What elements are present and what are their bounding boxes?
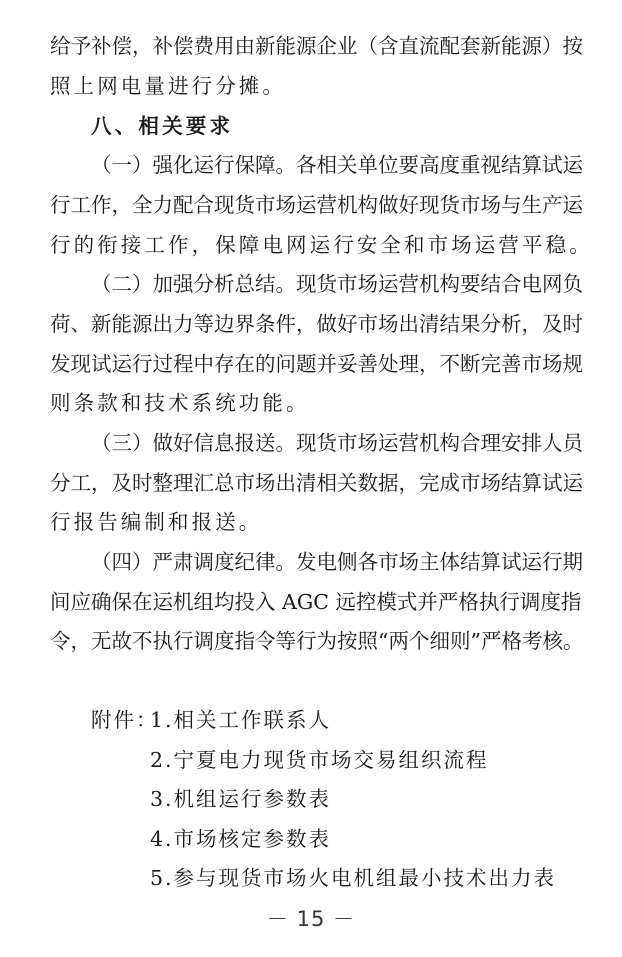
attachment-item: 1.相关工作联系人	[150, 708, 332, 732]
paragraph-line: 则条款和技术系统功能。	[50, 391, 310, 415]
paragraph-line: 令，无故不执行调度指令等行为按照“两个细则”严格考核。	[50, 629, 584, 653]
attachment-item: 4.市场核定参数表	[150, 827, 332, 851]
attachment-item: 3.机组运行参数表	[150, 787, 332, 811]
paragraph-line: （四）严肃调度纪律。发电侧各市场主体结算试运行期	[91, 550, 583, 574]
paragraph-line: 荷、新能源出力等边界条件，做好市场出清结果分析，及时	[50, 312, 583, 336]
paragraph-line: 给予补偿，补偿费用由新能源企业（含直流配套新能源）按	[50, 34, 583, 58]
paragraph-line: 发现试运行过程中存在的问题并妥善处理，不断完善市场规	[50, 352, 583, 376]
attachment-item: 2.宁夏电力现货市场交易组织流程	[150, 748, 489, 772]
paragraph-line: （二）加强分析总结。现货市场运营机构要结合电网负	[91, 272, 583, 296]
paragraph-line: 行工作，全力配合现货市场运营机构做好现货市场与生产运	[50, 193, 583, 217]
section-heading: 八、相关要求	[91, 114, 234, 138]
paragraph-line: 行的衔接工作，保障电网运行安全和市场运营平稳。	[50, 233, 593, 257]
paragraph-line: 间应确保在运机组均投入 AGC 远控模式并严格执行调度指	[50, 590, 582, 614]
page-number: － 15 －	[266, 907, 356, 931]
attachments-label: 附件：	[91, 708, 159, 732]
paragraph-line: （一）强化运行保障。各相关单位要高度重视结算试运	[91, 153, 583, 177]
paragraph-line: 行报告编制和报送。	[50, 510, 263, 534]
paragraph-line: （三）做好信息报送。现货市场运营机构合理安排人员	[91, 431, 583, 455]
paragraph-line: 照上网电量进行分摊。	[50, 74, 286, 98]
attachment-item: 5.参与现货市场火电机组最小技术出力表	[150, 866, 557, 890]
paragraph-line: 分工，及时整理汇总市场出清相关数据，完成市场结算试运	[50, 471, 583, 495]
